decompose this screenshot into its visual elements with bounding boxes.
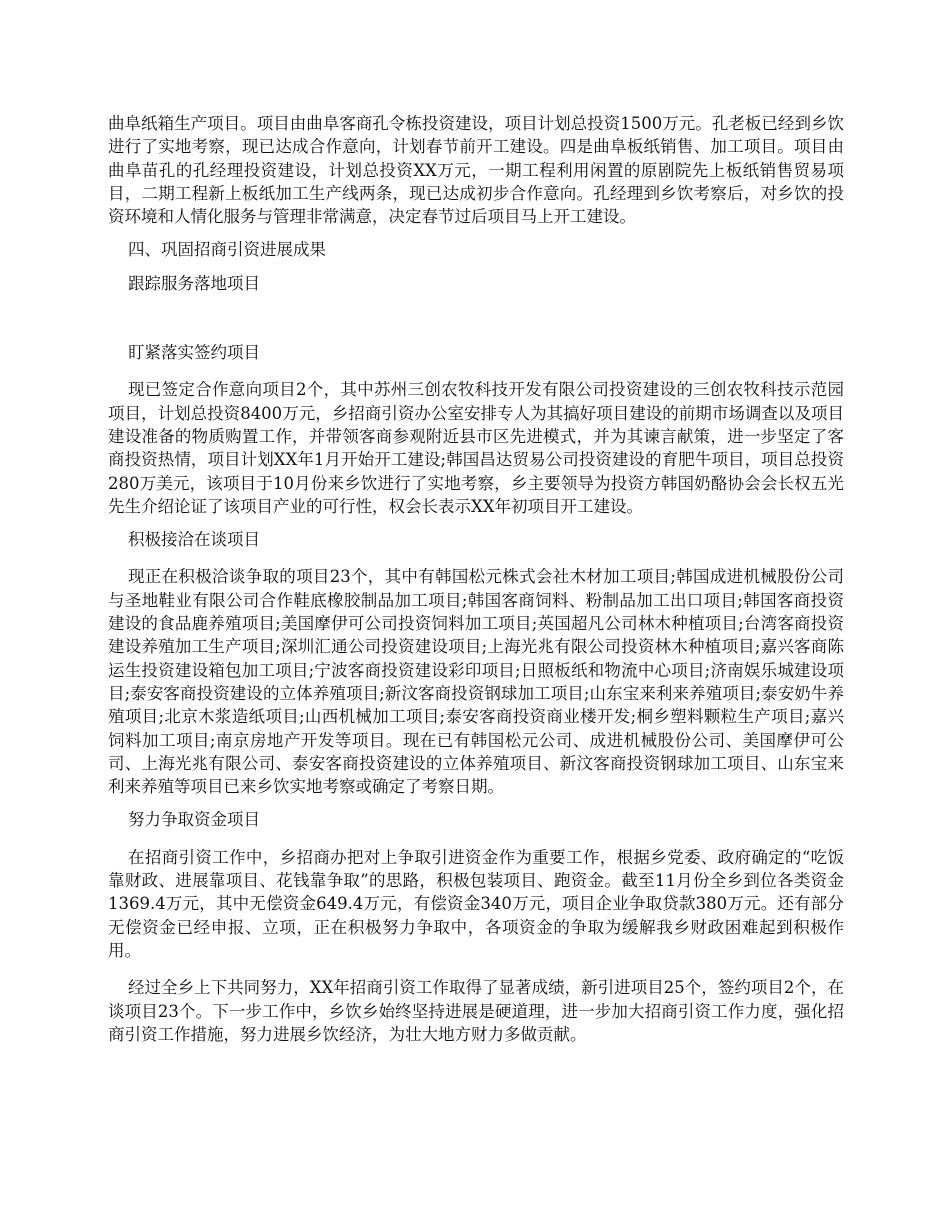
paragraph-negotiating-projects: 现正在积极洽谈争取的项目23个，其中有韩国松元株式会社木材加工项目;韩国成进机械股份公司与圣地鞋业有限公司合作鞋底橡胶制品加工项目;韩国客商饲料、粉制品加工出口项目;韩国客商投资建设的食品鹿养殖项目;美国摩伊可公司投资饲料加工项目;英国超凡公司林木种植项目;台湾客商投资建设养殖加工生产项目;深圳汇通公司投资建设项目;上海光兆有限公司投资林木种植项目;嘉兴客商陈运生投资建设箱包加工项目;宁波客商投资建设彩印项目;日照板纸和物流中心项目;济南娱乐城建设项目;泰安客商投资建设的立体养殖项目;新汶客商投资钢球加工项目;山东宝来利来养殖项目;泰安奶牛养殖项目;北京木浆造纸项目;山西机械加工项目;泰安客商投资商业楼开发;桐乡塑料颗粒生产项目;嘉兴饲料加工项目;南京房地产开发等项目。现在已有韩国松元公司、成进机械股份公司、美国摩伊可公司、上海光兆有限公司、泰安客商投资建设的立体养殖项目、新汶客商投资钢球加工项目、山东宝来利来养殖等项目已来乡饮实地考察或确定了考察日期。 [108,567,844,797]
subheading-track-service: 跟踪服务落地项目 [128,273,260,293]
paragraph-funding-projects: 在招商引资工作中，乡招商办把对上争取引进资金作为重要工作，根据乡党委、政府确定的“吃饭靠财政、进展靠项目、花钱靠争取”的思路，积极包装项目、跑资金。截至11月份全乡到位各类资金1369.4万元，其中无偿资金649.4万元，有偿资金340万元，项目企业争取贷款380万元。还有部分无偿资金已经申报、立项，正在积极努力争取中，各项资金的争取为缓解我乡财政困难起到积极作用。 [108,847,844,960]
section-heading-consolidate: 四、巩固招商引资进展成果 [128,240,326,260]
subheading-signed-projects: 盯紧落实签约项目 [128,343,260,363]
paragraph-signed-projects: 现已签定合作意向项目2个，其中苏州三创农牧科技开发有限公司投资建设的三创农牧科技示范园项目，计划总投资8400万元，乡招商引资办公室安排专人为其搞好项目建设的前期市场调查以及项目建设准备的物质购置工作，并带领客商参观附近县市区先进模式，并为其谏言献策，进一步坚定了客商投资热情，项目计划XX年1月开始开工建设;韩国昌达贸易公司投资建设的育肥牛项目，项目总投资280万美元，该项目于10月份来乡饮进行了实地考察，乡主要领导为投资方韩国奶酪协会会长权五光先生介绍论证了该项目产业的可行性，权会长表示XX年初项目开工建设。 [108,380,844,516]
subheading-funding-projects: 努力争取资金项目 [128,810,260,830]
document-body [108,112,844,1046]
paragraph-projects-continued: 曲阜纸箱生产项目。项目由曲阜客商孔令栋投资建设，项目计划总投资1500万元。孔老板已经到乡饮进行了实地考察，现已达成合作意向，计划春节前开工建设。四是曲阜板纸销售、加工项目。项目由曲阜苗孔的孔经理投资建设，计划总投资XX万元，一期工程利用闲置的原剧院先上板纸销售贸易项目，二期工程新上板纸加工生产线两条，现已达成初步合作意向。孔经理到乡饮考察后，对乡饮的投资环境和人情化服务与管理非常满意，决定春节过后项目马上开工建设。 [108,114,844,227]
paragraph-summary: 经过全乡上下共同努力，XX年招商引资工作取得了显著成绩，新引进项目25个，签约项目2个，在谈项目23个。下一步工作中，乡饮乡始终坚持进展是硬道理，进一步加大招商引资工作力度，强化招商引资工作措施，努力进展乡饮经济，为壮大地方财力多做贡献。 [108,978,844,1044]
subheading-negotiating-projects: 积极接洽在谈项目 [128,530,260,550]
